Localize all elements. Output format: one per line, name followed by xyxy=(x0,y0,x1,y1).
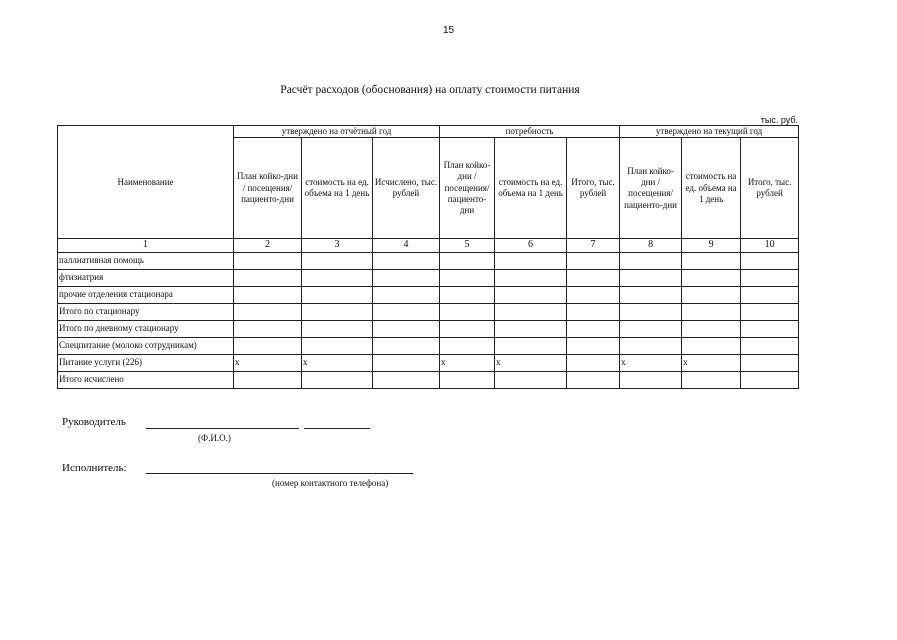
table-cell xyxy=(373,320,440,337)
table-cell xyxy=(620,252,682,269)
subheader: Итого, тыс. рублей xyxy=(567,138,620,239)
table-cell xyxy=(741,354,799,371)
table-cell xyxy=(567,286,620,303)
table-cell xyxy=(302,371,373,388)
table-cell xyxy=(302,303,373,320)
column-number-row xyxy=(58,239,799,253)
table-cell xyxy=(440,286,495,303)
table-cell xyxy=(234,286,302,303)
table-row xyxy=(58,320,799,337)
table-cell xyxy=(302,286,373,303)
name-header: Наименование xyxy=(58,126,234,239)
table-cell xyxy=(620,269,682,286)
executor-label: Исполнитель: xyxy=(62,462,127,474)
table-cell xyxy=(234,303,302,320)
table-cell xyxy=(567,252,620,269)
row-label: паллиативная помощь xyxy=(58,252,234,269)
column-number: 7 xyxy=(567,239,620,253)
row-label: прочие отделения стационара xyxy=(58,286,234,303)
table-cell xyxy=(440,371,495,388)
subheader: План койко-дни / посещения/ пациенто-дни xyxy=(620,138,682,239)
table-cell xyxy=(495,337,567,354)
table-cell xyxy=(234,320,302,337)
table-cell xyxy=(741,286,799,303)
group-header: утверждено на отчётный год xyxy=(234,126,440,138)
table-cell xyxy=(440,252,495,269)
table-cell xyxy=(373,354,440,371)
table-cell xyxy=(234,337,302,354)
row-label: Спецпитание (молоко сотрудникам) xyxy=(58,337,234,354)
subheader: Исчислено, тыс. рублей xyxy=(373,138,440,239)
subheader: стоимость на ед. объема на 1 день xyxy=(302,138,373,239)
table-cell xyxy=(495,303,567,320)
table-cell xyxy=(682,269,741,286)
table-cell xyxy=(495,269,567,286)
head-name-line xyxy=(146,428,299,429)
table-row xyxy=(58,269,799,286)
table-cell xyxy=(440,303,495,320)
table-row xyxy=(58,337,799,354)
table-row xyxy=(58,354,799,371)
table-cell xyxy=(567,354,620,371)
table-cell xyxy=(682,371,741,388)
units-label: тыс. руб. xyxy=(760,115,798,125)
table-cell xyxy=(373,286,440,303)
head-caption: (Ф.И.О.) xyxy=(198,433,231,443)
table-row xyxy=(58,252,799,269)
table-cell xyxy=(682,337,741,354)
row-label: фтизиатрия xyxy=(58,269,234,286)
table-cell xyxy=(567,303,620,320)
table-cell xyxy=(741,320,799,337)
table-cell xyxy=(302,320,373,337)
column-number: 10 xyxy=(741,239,799,253)
row-label: Итого исчислено xyxy=(58,371,234,388)
table-cell xyxy=(495,252,567,269)
table-cell xyxy=(567,371,620,388)
column-number: 5 xyxy=(440,239,495,253)
row-label: Итого по дневному стационару xyxy=(58,320,234,337)
row-label: Питание услуги (226) xyxy=(58,354,234,371)
table-cell xyxy=(682,320,741,337)
cell-x: x xyxy=(440,354,495,371)
cell-x: x xyxy=(620,354,682,371)
column-number: 4 xyxy=(373,239,440,253)
table-cell xyxy=(302,269,373,286)
group-header-row xyxy=(58,126,799,138)
table-cell xyxy=(373,252,440,269)
cell-x: x xyxy=(302,354,373,371)
table-cell xyxy=(234,269,302,286)
table-cell xyxy=(620,337,682,354)
table-cell xyxy=(373,371,440,388)
column-number: 2 xyxy=(234,239,302,253)
subheader: План койко-дни / посещения/ пациенто-дни xyxy=(234,138,302,239)
cell-x: x xyxy=(495,354,567,371)
table-cell xyxy=(373,269,440,286)
cell-x: x xyxy=(682,354,741,371)
table-cell xyxy=(495,286,567,303)
executor-caption: (номер контактного телефона) xyxy=(272,478,389,488)
table-cell xyxy=(567,269,620,286)
group-header: утверждено на текущий год xyxy=(620,126,799,138)
column-number: 6 xyxy=(495,239,567,253)
table-cell xyxy=(495,320,567,337)
table-cell xyxy=(373,337,440,354)
table-cell xyxy=(620,320,682,337)
subheader: стоимость на ед. объема на 1 день xyxy=(682,138,741,239)
table-row xyxy=(58,286,799,303)
head-label: Руководитель xyxy=(62,416,126,428)
table-row xyxy=(58,303,799,320)
table-cell xyxy=(234,252,302,269)
subheader: стоимость на ед. объема на 1 день xyxy=(495,138,567,239)
column-number: 3 xyxy=(302,239,373,253)
table-cell xyxy=(620,371,682,388)
table-cell xyxy=(302,252,373,269)
table-cell xyxy=(682,303,741,320)
table-cell xyxy=(567,337,620,354)
table-cell xyxy=(302,337,373,354)
subheader: План койко-дни / посещения/ пациенто-дни xyxy=(440,138,495,239)
table-cell xyxy=(741,252,799,269)
table-cell xyxy=(741,371,799,388)
table-cell xyxy=(741,337,799,354)
table-cell xyxy=(567,320,620,337)
table-cell xyxy=(495,371,567,388)
table-cell xyxy=(373,303,440,320)
table-cell xyxy=(620,303,682,320)
page-number: 15 xyxy=(442,25,455,36)
table-cell xyxy=(440,320,495,337)
column-number: 8 xyxy=(620,239,682,253)
executor-phone-line xyxy=(146,473,413,474)
head-signature-line xyxy=(304,428,370,429)
table-cell xyxy=(741,269,799,286)
document-title: Расчёт расходов (обоснования) на оплату стоимости питания xyxy=(280,84,580,96)
column-number: 9 xyxy=(682,239,741,253)
table-cell xyxy=(440,269,495,286)
table-row xyxy=(58,371,799,388)
table-cell xyxy=(620,286,682,303)
expense-table xyxy=(57,125,799,389)
column-number: 1 xyxy=(58,239,234,253)
row-label: Итого по стационару xyxy=(58,303,234,320)
subheader: Итого, тыс. рублей xyxy=(741,138,799,239)
cell-x: x xyxy=(234,354,302,371)
table-cell xyxy=(741,303,799,320)
group-header: потребность xyxy=(440,126,620,138)
table-cell xyxy=(682,286,741,303)
table-cell xyxy=(682,252,741,269)
table-cell xyxy=(234,371,302,388)
table-cell xyxy=(440,337,495,354)
